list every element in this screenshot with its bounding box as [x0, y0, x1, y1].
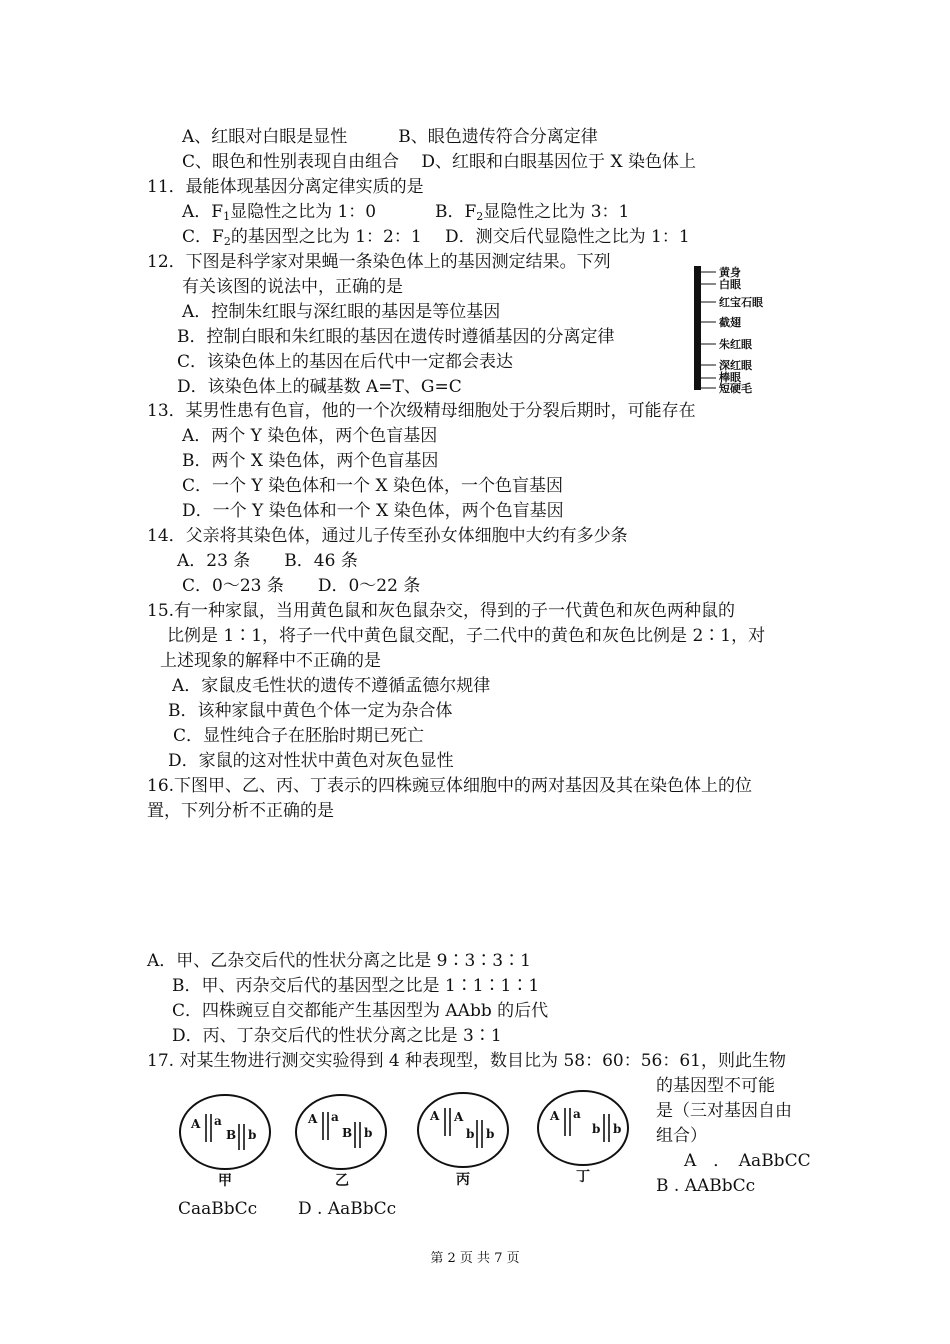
q12-stem-line2: 有关该图的说法中，正确的是	[182, 277, 403, 297]
gene-allele-label: A	[308, 1112, 318, 1126]
gene-label: 白眼	[719, 278, 741, 291]
q13-option-b: B．两个 X 染色体，两个色盲基因	[182, 451, 439, 471]
cell-label-bing: 丙	[456, 1172, 470, 1188]
gene-label: 棒眼	[719, 371, 741, 384]
gene-allele-label: a	[573, 1107, 581, 1121]
q15-option-c: C．显性纯合子在胚胎时期已死亡	[173, 726, 425, 746]
q11-stem: 11．最能体现基因分离定律实质的是	[147, 177, 424, 197]
q17-stem-line3: 是（三对基因自由	[656, 1101, 792, 1121]
gene-allele-label: A	[430, 1109, 440, 1123]
q15-stem-line2: 比例是 1∶1，将子一代中黄色鼠交配，子二代中的黄色和灰色比例是 2∶1，对	[167, 626, 766, 646]
q13-option-a: A．两个 Y 染色体，两个色盲基因	[182, 426, 438, 446]
q11-option-a: A．$F_1$显隐性之比为 1：0	[182, 202, 377, 223]
q11-option-b: B．$F_2$显隐性之比为 3：1	[435, 202, 630, 223]
q13-option-d: D．一个 Y 染色体和一个 X 染色体，两个色盲基因	[182, 501, 564, 521]
gene-allele-label: a	[331, 1110, 339, 1124]
q12-option-a: A．控制朱红眼与深红眼的基因是等位基因	[182, 302, 501, 322]
q16-option-a: A．甲、乙杂交后代的性状分离之比是 9∶3∶3∶1	[147, 951, 531, 971]
q17-option-a: A ． AaBbCC	[684, 1151, 811, 1171]
gene-label: 黄身	[719, 266, 741, 279]
gene-allele-label: b	[486, 1127, 495, 1141]
q15-option-b: B．该种家鼠中黄色个体一定为杂合体	[168, 701, 453, 721]
q14-option-cd: C．0～23 条 D．0～22 条	[182, 576, 421, 596]
q12-option-d: D．该染色体上的碱基数 A=T、G=C	[177, 377, 462, 397]
gene-allele-label: A	[454, 1110, 464, 1124]
q17-stem-line4: 组合）	[656, 1126, 707, 1146]
q16-stem-line2: 置，下列分析不正确的是	[147, 801, 334, 821]
cell-bing-diagram	[415, 1090, 511, 1170]
q13-stem: 13．某男性患有色盲，他的一个次级精母细胞处于分裂后期时，可能存在	[147, 401, 696, 421]
gene-allele-label: b	[613, 1122, 622, 1136]
gene-label: 朱红眼	[719, 338, 752, 351]
q16-option-c: C．四株豌豆自交都能产生基因型为 AAbb 的后代	[172, 1001, 549, 1021]
cell-label-yi: 乙	[335, 1173, 349, 1189]
gene-allele-label: b	[466, 1127, 475, 1141]
gene-allele-label: A	[191, 1117, 201, 1131]
cell-label-ding: 丁	[576, 1169, 590, 1185]
q17-option-b: B . AABbCc	[656, 1176, 756, 1196]
cell-ding-diagram	[535, 1088, 631, 1168]
q16-stem-line1: 16.下图甲、乙、丙、丁表示的四株豌豆体细胞中的两对基因及其在染色体上的位	[147, 776, 753, 796]
gene-label: 红宝石眼	[719, 296, 763, 309]
q14-option-ab: A．23 条 B．46 条	[177, 551, 358, 571]
q16-option-b: B．甲、丙杂交后代的基因型之比是 1∶1∶1∶1	[172, 976, 540, 996]
q10-option-cd: C、眼色和性别表现自由组合 D、红眼和白眼基因位于 X 染色体上	[182, 152, 696, 172]
cell-label-jia: 甲	[218, 1173, 232, 1189]
q16-option-d: D．丙、丁杂交后代的性状分离之比是 3∶1	[172, 1026, 502, 1046]
q12-option-c: C．该染色体上的基因在后代中一定都会表达	[177, 352, 514, 372]
q11-option-c: C．$F_2$的基因型之比为 1：2：1	[182, 227, 422, 248]
q14-stem: 14．父亲将其染色体，通过儿子传至孙女体细胞中大约有多少条	[147, 526, 628, 546]
q13-option-c: C．一个 Y 染色体和一个 X 染色体，一个色盲基因	[182, 476, 563, 496]
q10-option-ab: A、红眼对白眼是显性 B、眼色遗传符合分离定律	[182, 127, 598, 147]
gene-allele-label: b	[592, 1122, 601, 1136]
cell-yi-diagram	[293, 1092, 389, 1172]
gene-label: 截翅	[719, 316, 741, 329]
gene-allele-label: B	[342, 1126, 353, 1140]
gene-allele-label: b	[248, 1128, 257, 1142]
gene-allele-label: A	[550, 1109, 560, 1123]
q11-option-d: D．测交后代显隐性之比为 1：1	[445, 227, 690, 247]
fruitfly-chromosome-map	[690, 262, 790, 394]
gene-allele-label: B	[226, 1128, 237, 1142]
cell-jia-diagram	[177, 1092, 273, 1172]
q15-stem-line1: 15.有一种家鼠，当用黄色鼠和灰色鼠杂交，得到的子一代黄色和灰色两种鼠的	[147, 601, 736, 621]
page-footer: 第 2 页 共 7 页	[430, 1251, 520, 1266]
gene-allele-label: a	[214, 1114, 222, 1128]
q17-stem-line2: 的基因型不可能	[656, 1076, 775, 1096]
q15-option-a: A．家鼠皮毛性状的遗传不遵循孟德尔规律	[172, 676, 491, 696]
q15-option-d: D．家鼠的这对性状中黄色对灰色显性	[168, 751, 454, 771]
q15-stem-line3: 上述现象的解释中不正确的是	[160, 651, 381, 671]
gene-label: 短硬毛	[719, 382, 752, 394]
q17-stem-line1: 17. 对某生物进行测交实验得到 4 种表现型，数目比为 58：60：56：61，则此生物	[147, 1051, 786, 1071]
q12-stem-line1: 12．下图是科学家对果蝇一条染色体上的基因测定结果。下列	[147, 252, 611, 272]
q12-option-b: B．控制白眼和朱红眼的基因在遗传时遵循基因的分离定律	[177, 327, 615, 347]
q17-option-c: CaaBbCc	[178, 1199, 258, 1219]
gene-label: 深红眼	[719, 359, 752, 372]
q17-option-d: D . AaBbCc	[298, 1199, 397, 1219]
gene-allele-label: b	[364, 1126, 373, 1140]
